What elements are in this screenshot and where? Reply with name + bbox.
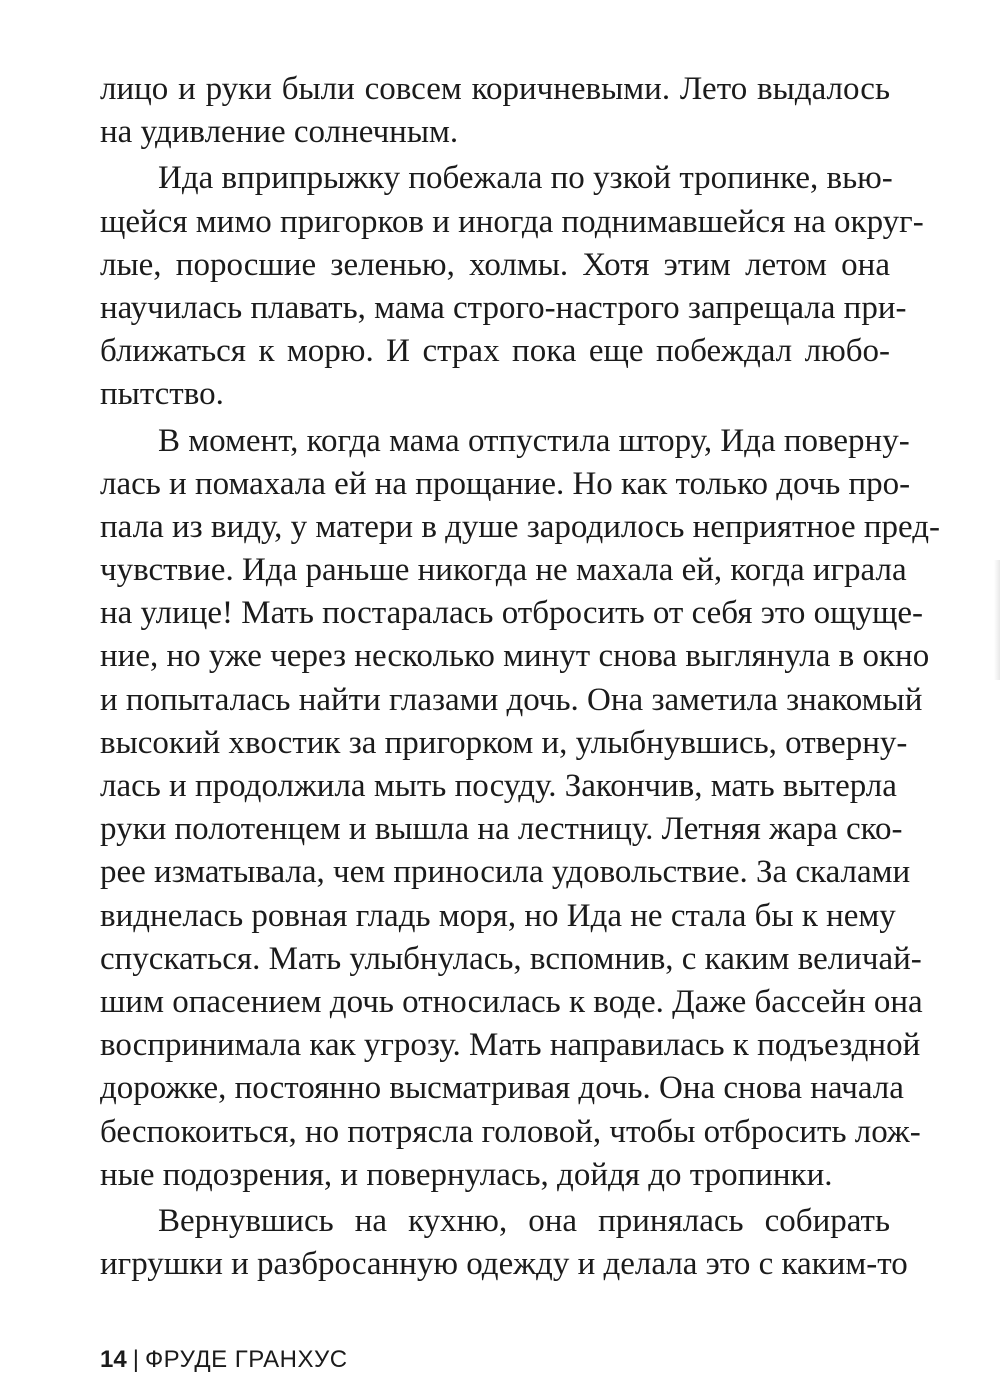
text-line: на удивление солнечным. [100, 114, 459, 151]
text-line: пала из виду, у матери в душе зародилось неприятное пред- [100, 508, 941, 545]
body-text [100, 68, 941, 1286]
text-line: щейся мимо пригорков и иногда поднимавшейся на округ- [100, 203, 924, 240]
text-line: высокий хвостик за пригорком и, улыбнувшись, отверну- [100, 724, 908, 761]
text-line: виднелась ровная гладь моря, но Ида не стала бы к нему [100, 897, 896, 934]
footer-separator: | [132, 1346, 139, 1373]
page-edge-shadow [994, 560, 1000, 680]
text-line: дорожке, постоянно высматривая дочь. Она снова начала [100, 1070, 904, 1107]
page-footer [100, 1346, 348, 1374]
text-line: ближаться к морю. И страх пока еще побеждал любо- [100, 333, 890, 370]
text-line: В момент, когда мама отпустила штору, Ида поверну- [158, 422, 910, 459]
text-line: Ида вприпрыжку побежала по узкой тропинке, вью- [158, 160, 893, 197]
text-line: пытство. [100, 376, 224, 413]
text-line: Вернувшись на кухню, она принялась собирать [158, 1202, 890, 1239]
text-line: лицо и руки были совсем коричневыми. Лето выдалось [100, 71, 890, 107]
text-line: беспокоиться, но потрясла головой, чтобы отбросить лож- [100, 1113, 921, 1150]
text-line: руки полотенцем и вышла на лестницу. Летняя жара ско- [100, 811, 903, 848]
text-line: чувствие. Ида раньше никогда не махала ей, когда играла [100, 552, 907, 589]
page-number: 14 [100, 1346, 127, 1373]
text-line: ние, но уже через несколько минут снова выглянула в окно [100, 638, 930, 675]
text-line: рее изматывала, чем приносила удовольствие. За скалами [100, 854, 911, 891]
text-line: на улице! Мать постаралась отбросить от себя это ощуще- [100, 595, 924, 632]
text-line: и попыталась найти глазами дочь. Она заметила знакомый [100, 681, 923, 718]
text-line: лые, поросшие зеленью, холмы. Хотя этим летом она [100, 246, 890, 283]
text-line: шим опасением дочь относилась к воде. Даже бассейн она [100, 983, 923, 1020]
text-line: лась и помахала ей на прощание. Но как только дочь про- [100, 465, 911, 502]
text-line: игрушки и разбросанную одежду и делала это с каким-то [100, 1246, 908, 1283]
text-line: воспринимала как угрозу. Мать направилась к подъездной [100, 1027, 921, 1064]
text-line: лась и продолжила мыть посуду. Закончив, мать вытерла [100, 768, 897, 804]
text-line: ные подозрения, и повернулась, дойдя до тропинки. [100, 1156, 833, 1193]
text-line: научилась плавать, мама строго-настрого запрещала при- [100, 289, 907, 326]
author-name: ФРУДЕ ГРАНХУС [144, 1346, 348, 1373]
text-line: спускаться. Мать улыбнулась, вспомнив, с каким величай- [100, 940, 922, 977]
